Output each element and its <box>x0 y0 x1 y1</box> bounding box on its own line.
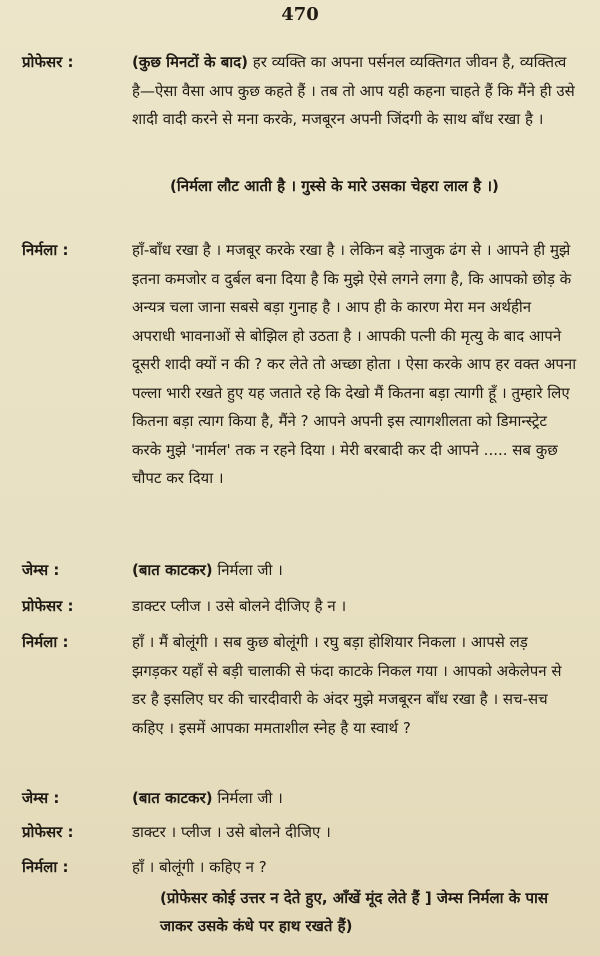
dialogue-body: डाक्टर । प्लीज । उसे बोलने दीजिए । <box>132 823 331 841</box>
dialogue-text <box>132 853 578 882</box>
dialogue-block-nirmala <box>22 853 578 882</box>
dialogue-text <box>132 592 578 621</box>
dialogue-block-james <box>22 784 578 813</box>
dialogue-block-james <box>22 556 578 585</box>
dialogue-text <box>132 236 578 493</box>
speaker-label: निर्मला : <box>22 858 69 876</box>
speaker-label: निर्मला : <box>22 633 69 651</box>
dialogue-block-professor <box>22 592 578 621</box>
inline-stage-direction: (कुछ मिनटों के बाद) <box>132 53 248 71</box>
stage-direction: (निर्मला लौट आती है । गुस्से के मारे उसका चेहरा लाल है ।) <box>170 177 499 195</box>
dialogue-block-nirmala <box>22 236 578 493</box>
speaker-label: प्रोफेसर : <box>22 823 74 841</box>
dialogue-body: हर व्यक्ति का अपना पर्सनल व्यक्तिगत जीवन है, व्यक्तित्व है—ऐसा वैसा आप कुछ कहते हैं । तब तो आप यही कहना चाहते हैं कि मैंने ही उसे शादी वादी करने से मना करके, मजबूरन अपनी जिंदगी के साथ बाँध रखा है । <box>132 53 575 128</box>
dialogue-text <box>132 628 578 742</box>
speaker-label: जेम्स : <box>22 561 60 579</box>
dialogue-body: हाँ-बाँध रखा है । मजबूर करके रखा है । लेकिन बड़े नाजुक ढंग से । आपने ही मुझे इतना कमजोर व दुर्बल बना दिया है कि मुझे ऐसे लगने लगा है, कि आपको छोड़ के अन्यत्र चला जाना सबसे बड़ा गुनाह है । आप ही के कारण मेरा मन अर्थहीन अपराधी भावनाओं से बोझिल हो उठता है । आपकी पत्नी की मृत्यु के बाद आपने दूसरी शादी क्यों न की ? कर लेते तो अच्छा होता । ऐसा करके आप हर वक्त अपना पल्ला भारी रखते हुए यह जताते रहे कि देखो मैं कितना बड़ा त्यागी हूँ । तुम्हारे लिए कितना बड़ा त्याग किया है, मैंने ? आपने अपनी इस त्यागशीलता को डिमान्स्ट्रेट करके मुझे 'नार्मल' तक न रहने दिया । मेरी बरबादी कर दी आपने ..... सब कुछ चौपट कर दिया । <box>132 241 577 487</box>
dialogue-block-professor <box>22 818 578 847</box>
dialogue-body: निर्मला जी । <box>217 561 283 579</box>
speaker-label: निर्मला : <box>22 241 69 259</box>
page-number: 470 <box>281 4 319 25</box>
dialogue-block-nirmala <box>22 628 578 742</box>
dialogue-text <box>132 48 578 162</box>
dialogue-text <box>132 556 578 585</box>
dialogue-body: डाक्टर प्लीज । उसे बोलने दीजिए है न । <box>132 597 347 615</box>
dialogue-body: हाँ । मैं बोलूंगी । सब कुछ बोलूंगी । रघु बड़ा होशियार निकला । आपसे लड़ झगड़कर यहाँ से बड़ी चालाकी से फंदा काटके निकल गया । आपको अकेलेपन से डर है इसलिए घर की चारदीवारी के अंदर मुझे मजबूरन बाँध रखा है । सच-सच कहिए । इसमें आपका ममताशील स्नेह है या स्वार्थ ? <box>132 633 562 737</box>
dialogue-body: निर्मला जी । <box>217 789 283 807</box>
dialogue-text <box>132 818 578 847</box>
inline-stage-direction: (बात काटकर) <box>132 561 213 579</box>
dialogue-block-professor <box>22 48 578 162</box>
speaker-label: प्रोफेसर : <box>22 597 74 615</box>
dialogue-body: हाँ । बोलूंगी । कहिए न ? <box>132 858 267 876</box>
dialogue-text <box>132 784 578 813</box>
inline-stage-direction: (बात काटकर) <box>132 789 213 807</box>
speaker-label: प्रोफेसर : <box>22 53 74 71</box>
stage-direction: (प्रोफेसर कोई उत्तर न देते हुए, आँखें मूंद लेते हैं ] जेम्स निर्मला के पास जाकर उसके कंधे पर हाथ रखते हैं) <box>160 889 549 935</box>
speaker-label: जेम्स : <box>22 789 60 807</box>
